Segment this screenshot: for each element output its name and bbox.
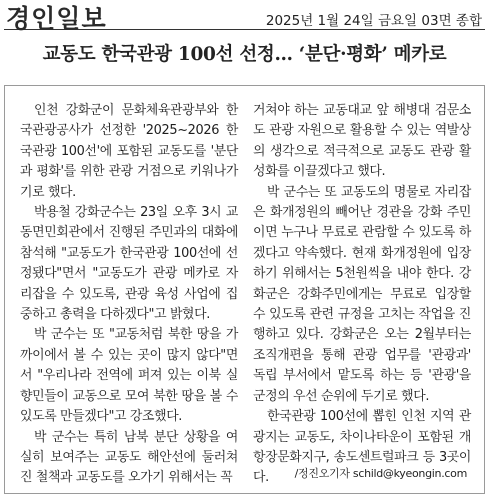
article-column-left <box>20 101 238 489</box>
masthead <box>4 3 485 33</box>
newspaper-name: 경인일보 <box>6 4 107 33</box>
paragraph: 박 군수는 또 교동도의 명물로 자리잡은 화개정원의 빼어난 경관을 강화 주민이면 누구나 무료로 관람할 수 있도록 하겠다고 약속했다. 현재 화개정원에 입장하기 위해서는 5천원씩을 내야 한다. 강화군은 강화주민에게는 무료로 입장할 수 있도록 관련 규정을 고치는 작업을 진행하고 있다. 강화군은 오는 2월부터는 조직개편을 통해 관광 업무를 '관광과' 독립 부서에서 맡도록 하는 등 '관광'을 군정의 우선 순위에 두기로 했다. <box>253 184 471 404</box>
article-headline: 교동도 한국관광 100선 선정… ‘분단·평화’ 메카로 <box>42 44 447 65</box>
paragraph: 박 군수는 또 "교동처럼 북한 땅을 가까이에서 볼 수 있는 곳이 많지 않다"면서 "우리나라 전역에 퍼져 있는 이북 실향민들이 교동으로 모여 북한 땅을 볼 수 있도록 만들겠다"고 강조했다. <box>20 327 238 425</box>
paragraph: 한국관광 100선에 뽑힌 인천 지역 관광지는 교동도, 차이나타운이 포함된 개항장문화지구, 송도센트럴파크 등 3곳이다. <box>253 409 471 486</box>
article-column-right <box>253 101 471 489</box>
paragraph: 인천 강화군이 문화체육관광부와 한국관광공사가 선정한 '2025~2026 한국관광 100선'에 포함된 교동도를 '분단과 평화'를 위한 관광 거점으로 키워나가기로 했다. <box>20 103 238 200</box>
paragraph: 박용철 강화군수는 23일 오후 3시 교동면민회관에서 진행된 주민과의 대화에 참석해 "교동도가 한국관광 100선에 선정됐다"면서 "교동도가 관광 메카로 자리잡을 수 있도록, 관광 육성 사업에 집중하고 총력을 다하겠다"고 밝혔다. <box>20 205 238 323</box>
paragraph: 박 군수는 특히 남북 분단 상황을 여실히 보여주는 교동도 해안선에 둘러쳐진 철책과 교동도를 오가기 위해서는 꼭 <box>20 429 238 486</box>
issue-date-info: 2025년 1월 24일 금요일 03면 종합 <box>265 13 482 29</box>
paragraph-continued: 거쳐야 하는 교동대교 앞 해병대 검문소도 관광 자원으로 활용할 수 있는 역발상의 생각으로 적극적으로 교동도 관광 활성화를 이끌겠다고 했다. <box>253 103 471 180</box>
reporter-byline: /정진오기자 schild@kyeongin.com <box>294 467 467 480</box>
